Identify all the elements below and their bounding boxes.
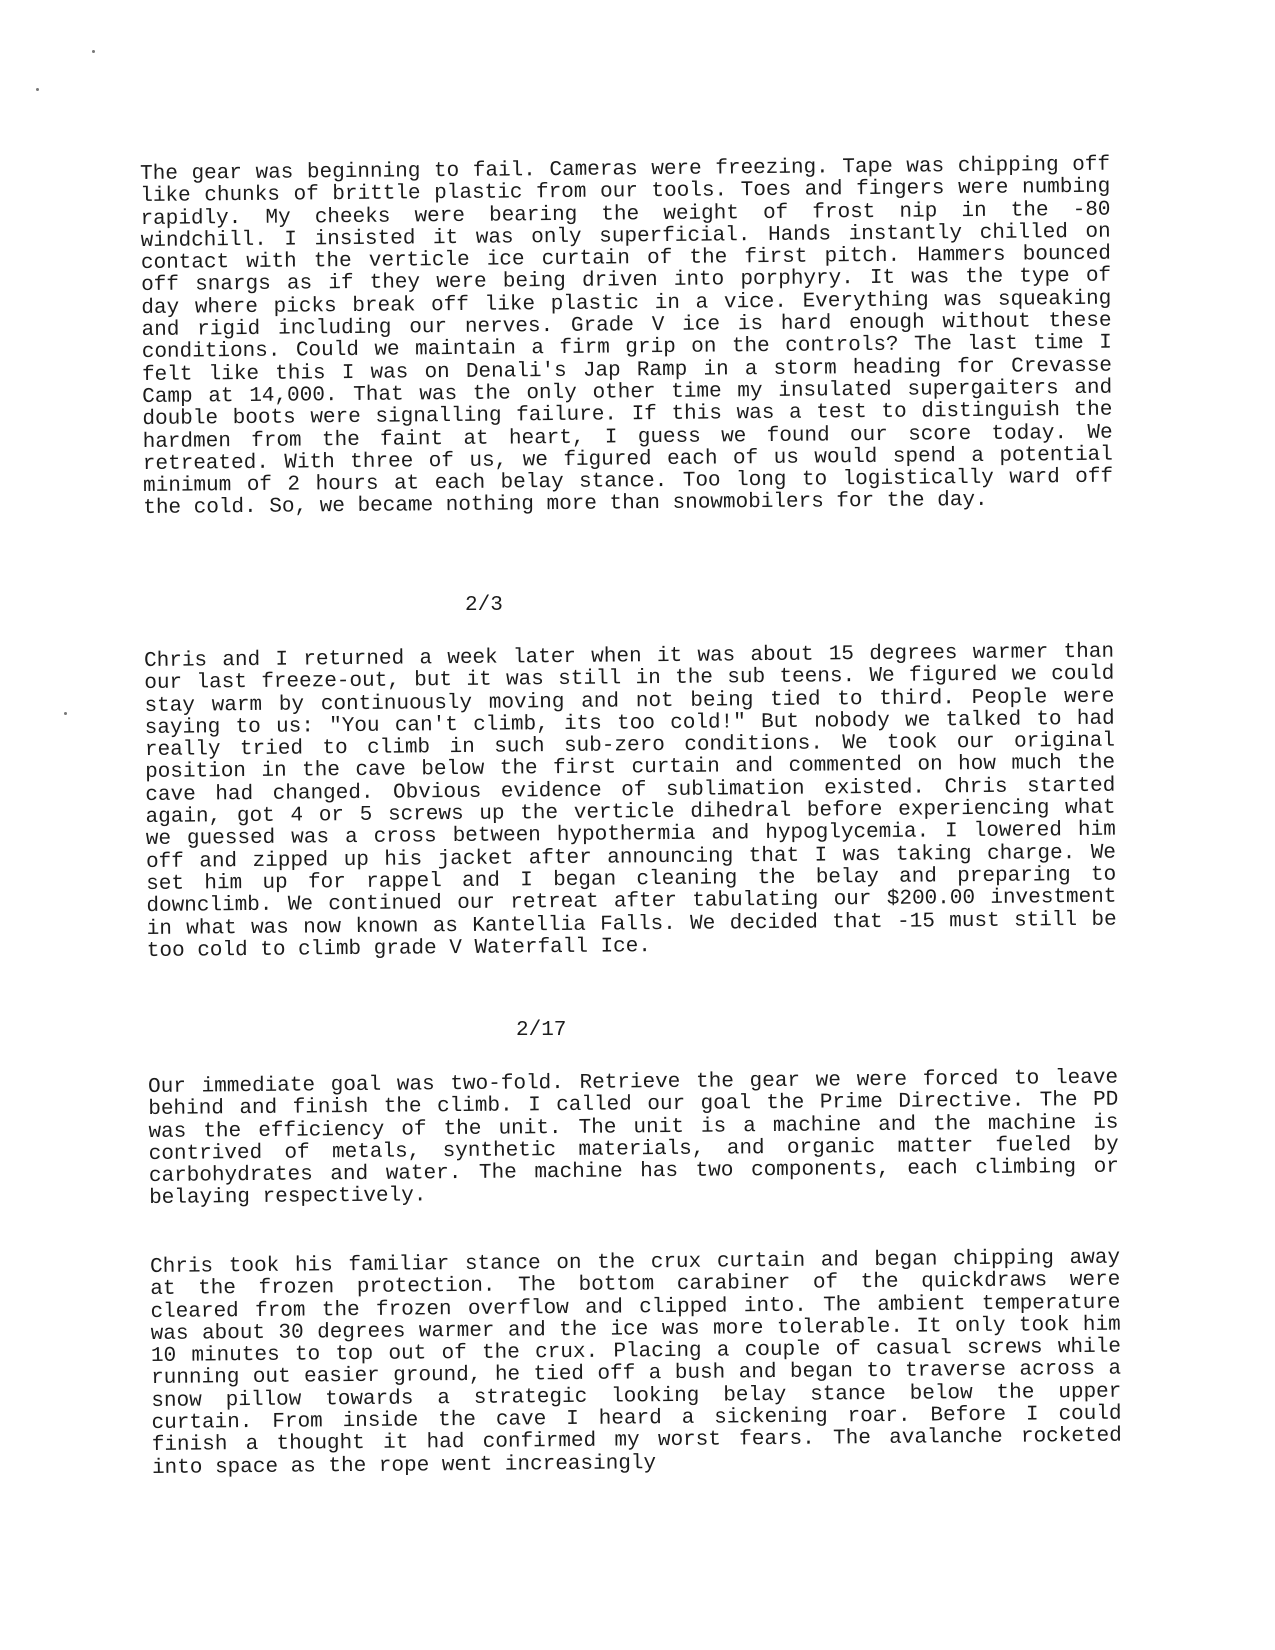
paragraph-1: The gear was beginning to fail. Cameras were freezing. Tape was chipping off like chunks of brittle plastic from our tools. Toes and fingers were numbing rapidly. My cheeks were bearing the weight of frost nip in the -80 windchill. I insisted it was only superficial. Hands instantly chilled on contact with the verticle ice curtain of the first pitch. Hammers bounced off snargs as if they were being driven into porphyry. It was the type of day where picks break off like plastic in a vice. Everything was squeaking and rigid including our nerves. Grade V ice is hard enough without these conditions. Could we maintain a firm grip on the controls? The last time I felt like this I was on Denali's Jap Ramp in a storm heading for Crevasse Camp at 14,000. That was the only other time my insulated supergaiters and double boots were signalling failure. If this was a test to distinguish the hardmen from the faint at heart, I guess we found our score today. We retreated. With three of us, we figured each of us would spend a potential minimum of 2 hours at each belay stance. Too long to logistically ward off the cold. So, we became nothing more than snowmobilers for the day.: [139, 153, 1114, 521]
paragraph-2: Chris and I returned a week later when it was about 15 degrees warmer than our last freeze-out, but it was still in the sub teens. We figured we could stay warm by continuously moving and not being tied to third. People were saying to us: "You can't climb, its too cold!" But nobody we talked to had really tried to climb in such sub-zero conditions. We took our original position in the cave below the first curtain and commented on how much the cave had changed. Obvious evidence of sublimation existed. Chris started again, got 4 or 5 screws up the verticle dihedral before experiencing what we guessed was a cross between hypothermia and hypoglycemia. I lowered him off and zipped up his jacket after announcing that I was taking charge. We set him up for rappel and I began cleaning the belay and preparing to downclimb. We continued our retreat after tabulating our $200.00 investment in what was now known as Kantellia Falls. We decided that -15 must still be too cold to climb grade V Waterfall Ice.: [143, 640, 1117, 963]
scan-speck: [92, 50, 95, 53]
scan-speck: [64, 712, 67, 715]
paragraph-3: Our immediate goal was two-fold. Retrieve the gear we were forced to leave behind and finish the climb. I called our goal the Prime Directive. The PD was the efficiency of the unit. The unit is a machine and the machine is contrived of metals, synthetic materials, and organic matter fueled by carbohydrates and water. The machine has two components, each climbing or belaying respectively.: [147, 1066, 1120, 1211]
paragraph-4: Chris took his familiar stance on the crux curtain and began chipping away at the frozen protection. The bottom carabiner of the quickdraws were cleared from the frozen overflow and clipped into. The ambient temperature was about 30 degrees warmer and the ice was more tolerable. It only took him 10 minutes to top out of the crux. Placing a couple of casual screws while running out easier ground, he tied off a bush and began to traverse across a snow pillow towards a strategic looking belay stance below the upper curtain. From inside the cave I heard a sickening roar. Before I could finish a thought it had confirmed my worst fears. The avalanche rocketed into space as the rope went increasingly: [149, 1246, 1122, 1480]
date-heading-2-3: 2/3: [465, 594, 503, 617]
scan-speck: [36, 88, 39, 91]
date-heading-2-17: 2/17: [516, 1019, 567, 1042]
